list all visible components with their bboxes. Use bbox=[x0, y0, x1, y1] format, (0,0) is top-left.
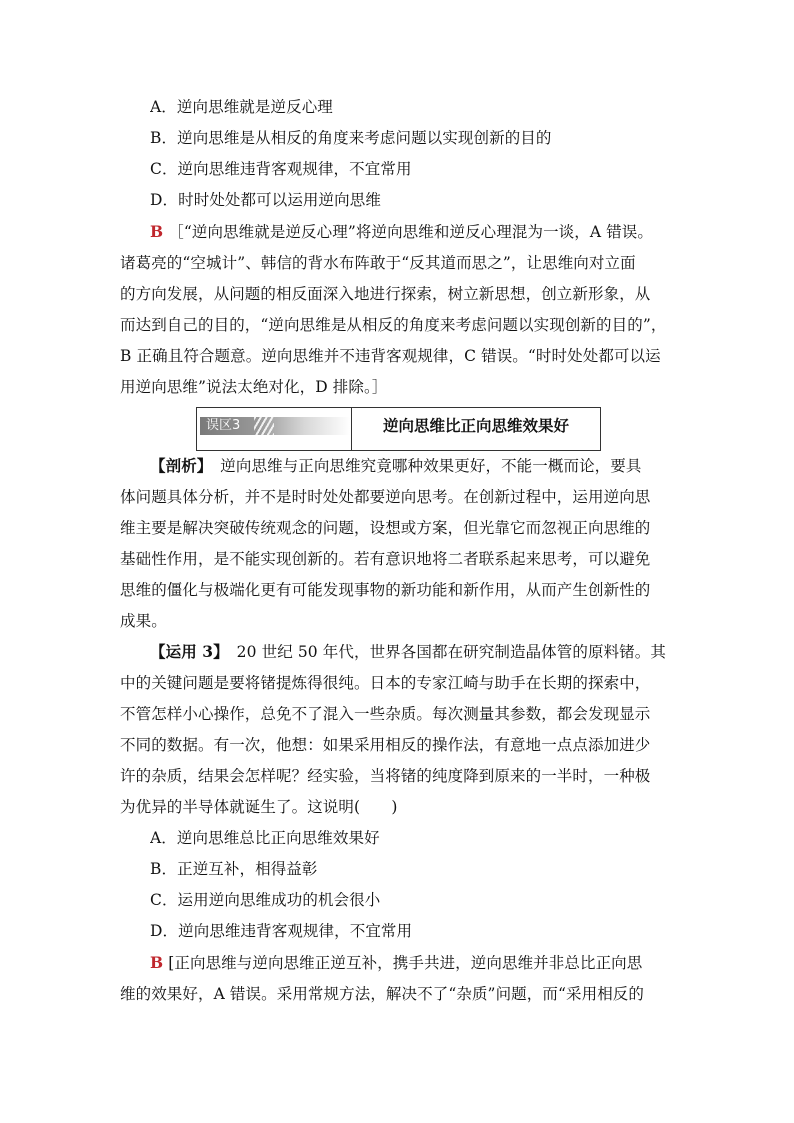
app-explanation-line: 维的效果好，A 错误。采用常规方法，解决不了“杂质”问题，而“采用相反的 bbox=[120, 985, 644, 1003]
application-label: 【运用 3】 bbox=[150, 642, 222, 661]
q2-option-c: C．逆向思维违背客观规律，不宜常用 bbox=[150, 160, 412, 178]
analysis-line: 基础性作用，是不能实现创新的。若有意识地将二者联系起来思考，可以避免 bbox=[120, 550, 651, 568]
analysis-text: 逆向思维与正向思维究竟哪种效果更好，不能一概而论，要具 bbox=[220, 457, 642, 475]
app-answer-letter: B bbox=[150, 953, 164, 972]
misconception-tag: 误区3 bbox=[206, 418, 241, 433]
analysis-line: 思维的僵化与极端化更有可能发现事物的新功能和新作用，从而产生创新性的 bbox=[120, 581, 651, 599]
q2-explanation-line: 用逆向思维”说法太绝对化，D 排除。］ bbox=[120, 378, 388, 396]
misconception-tag-box bbox=[197, 408, 352, 450]
app-option-c: C．运用逆向思维成功的机会很小 bbox=[150, 891, 381, 909]
q2-explanation-line: 诸葛亮的“空城计”、韩信的背水布阵敢于“反其道而思之”，让思维向对立面 bbox=[120, 254, 636, 272]
misconception-tag-strip bbox=[200, 417, 350, 435]
q2-option-b: B．逆向思维是从相反的角度来考虑问题以实现创新的目的 bbox=[150, 129, 552, 147]
misconception-title: 逆向思维比正向思维效果好 bbox=[382, 416, 569, 435]
q2-explanation-line: B 正确且符合题意。逆向思维并不违背客观规律，C 错误。“时时处处都可以运 bbox=[120, 347, 661, 365]
analysis-label: 【剖析】 bbox=[150, 456, 205, 475]
q2-option-a: A．逆向思维就是逆反心理 bbox=[150, 98, 333, 116]
application-line: 不管怎样小心操作，总免不了混入一些杂质。每次测量其参数，都会发现显示 bbox=[120, 705, 651, 723]
application-line: 中的关键问题是要将锗提炼得很纯。日本的专家江崎与助手在长期的探索中， bbox=[120, 674, 651, 692]
q2-explanation-line bbox=[150, 221, 676, 243]
analysis-line: 体问题具体分析，并不是时时处处都要逆向思考。在创新过程中，运用逆向思 bbox=[120, 488, 651, 506]
app-explanation-line bbox=[150, 952, 676, 974]
application-line: 为优异的半导体就诞生了。这说明( ) bbox=[120, 798, 398, 816]
analysis-line: 成果。 bbox=[120, 612, 167, 630]
analysis-line: 维主要是解决突破传统观念的问题，设想或方案，但光靠它而忽视正向思维的 bbox=[120, 519, 651, 537]
stripes-decoration-icon bbox=[254, 417, 274, 435]
q2-explanation-line: 而达到自己的目的，“逆向思维是从相反的角度来考虑问题以实现创新的目的”， bbox=[120, 316, 667, 334]
application-text: 20 世纪 50 年代，世界各国都在研究制造晶体管的原料锗。其 bbox=[236, 643, 666, 661]
q2-option-d: D．时时处处都可以运用逆向思维 bbox=[150, 191, 381, 209]
misconception-banner bbox=[196, 407, 601, 451]
analysis-line bbox=[150, 455, 676, 477]
app-explanation-text: [正向思维与逆向思维正逆互补，携手共进，逆向思维并非总比正向思 bbox=[168, 954, 643, 972]
q2-explanation-text: ［“逆向思维就是逆反心理”将逆向思维和逆反心理混为一谈，A 错误。 bbox=[168, 223, 654, 241]
application-line: 许的杂质，结果会怎样呢？经实验，当将锗的纯度降到原来的一半时，一种极 bbox=[120, 767, 651, 785]
app-option-b: B．正逆互补，相得益彰 bbox=[150, 860, 318, 878]
application-line: 不同的数据。有一次，他想：如果采用相反的操作法，有意地一点点添加进少 bbox=[120, 736, 651, 754]
application-line bbox=[150, 641, 676, 663]
app-option-d: D．逆向思维违背客观规律，不宜常用 bbox=[150, 922, 413, 940]
q2-answer-letter: B bbox=[150, 222, 164, 241]
app-option-a: A．逆向思维总比正向思维效果好 bbox=[150, 829, 380, 847]
q2-explanation-line: 的方向发展，从问题的相反面深入地进行探索，树立新思想，创立新形象，从 bbox=[120, 285, 651, 303]
